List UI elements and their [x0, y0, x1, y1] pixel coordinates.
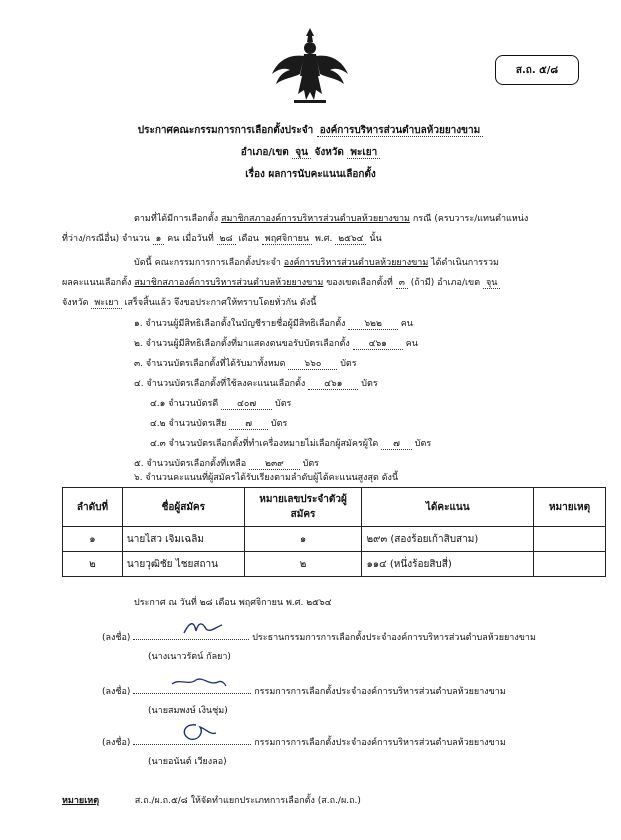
- item-4-2: ๔.๒ จำนวนบัตรเสีย ๗ บัตร: [150, 419, 288, 429]
- table-header-row: [63, 488, 606, 527]
- item-2: ๒. จำนวนผู้มีสิทธิเลือกตั้งที่มาแสดงตนขอรับบัตรเลือกตั้ง ๔๖๑ คน: [134, 339, 418, 349]
- cell-name: นายไสว เจิมเฉลิม: [122, 527, 244, 552]
- announce-date: ประกาศ ณ วันที่ ๒๘ เดือน พฤศจิกายน พ.ศ. ๒๕๖๔: [134, 598, 332, 608]
- signature-line-1: (ลงชื่อ) ประธานกรรมการการเลือกตั้งประจำองค์การบริหารส่วนตำบลห้วยยางขาม: [102, 633, 536, 643]
- cell-rank: ๑: [63, 527, 123, 552]
- handwritten-signature-2: [170, 672, 228, 696]
- footer-text: ส.ถ./ผ.ถ.๕/๘ ให้จัดทำแยกประเภทการเลือกตั้ง (ส.ถ./ผ.ถ.): [134, 796, 361, 806]
- para2-line2: ผลคะแนนเลือกตั้ง สมาชิกสภาองค์การบริหารส่วนตำบลห้วยยางขาม ของเขตเลือกตั้งที่ ๓ (ถ้ามี) อำเภอ/เขต จุน: [62, 277, 500, 289]
- table-row: [63, 527, 606, 552]
- cell-note: [534, 552, 606, 577]
- cell-rank: ๒: [63, 552, 123, 577]
- garuda-emblem: [268, 24, 352, 108]
- handwritten-signature-3: [176, 719, 218, 749]
- item-6: ๖. จำนวนคะแนนที่ผู้สมัครได้รับเรียงตามลำดับผู้ได้คะแนนสูงสุด ดังนี้: [134, 473, 399, 483]
- col-score: ได้คะแนน: [362, 488, 534, 527]
- cell-number: ๑: [244, 527, 362, 552]
- page-title: ประกาศคณะกรรมการการเลือกตั้งประจำ องค์การบริหารส่วนตำบลห้วยยางขาม: [0, 124, 621, 137]
- signature-line-3: (ลงชื่อ) กรรมการการเลือกตั้งประจำองค์การบริหารส่วนตำบลห้วยยางขาม: [102, 738, 506, 748]
- item-4-3: ๔.๓ จำนวนบัตรเลือกตั้งที่ทำเครื่องหมายไม่เลือกผู้สมัครผู้ใด ๗ บัตร: [150, 439, 432, 449]
- title-org: องค์การบริหารส่วนตำบลห้วยยางขาม: [317, 125, 484, 137]
- cell-number: ๒: [244, 552, 362, 577]
- footer-note: [62, 795, 361, 807]
- footer-label: หมายเหตุ: [62, 796, 100, 806]
- cell-name: นายวุฒิชัย ไชยสถาน: [122, 552, 244, 577]
- table-row: [63, 552, 606, 577]
- title-subject: เรื่อง ผลการนับคะแนนเลือกตั้ง: [245, 169, 376, 180]
- col-name: ชื่อผู้สมัคร: [122, 488, 244, 527]
- form-code-badge: [495, 55, 579, 85]
- signatory-name-3: (นายอนันต์ เวียงลอ): [148, 757, 227, 767]
- item-5: ๕. จำนวนบัตรเลือกตั้งที่เหลือ ๒๓๙ บัตร: [134, 459, 320, 469]
- para1-line1: ตามที่ได้มีการเลือกตั้ง สมาชิกสภาองค์การบริหารส่วนตำบลห้วยยางขาม กรณี (ครบวาระ/แทนตำแหน่ง: [134, 214, 529, 224]
- signature-line-2: (ลงชื่อ) กรรมการการเลือกตั้งประจำองค์การบริหารส่วนตำบลห้วยยางขาม: [102, 687, 506, 697]
- title-location: อำเภอ/เขต จุน จังหวัด พะเยา: [0, 146, 621, 159]
- form-code-text: ส.ถ. ๕/๘: [515, 64, 559, 76]
- cell-note: [534, 527, 606, 552]
- col-note: หมายเหตุ: [534, 488, 606, 527]
- signatory-name-1: (นางเนาวรัตน์ กัลยา): [148, 652, 231, 662]
- col-number: หมายเลขประจำตัวผู้สมัคร: [244, 488, 362, 527]
- para2-line1: บัดนี้ คณะกรรมการการเลือกตั้งประจำ องค์การบริหารส่วนตำบลห้วยยางขาม ได้ดำเนินการรวม: [134, 258, 499, 268]
- item-4: ๔. จำนวนบัตรเลือกตั้งที่ใช้ลงคะแนนเลือกตั้ง ๔๖๑ บัตร: [134, 379, 378, 389]
- cell-score: ๒๙๓ (สองร้อยเก้าสิบสาม): [362, 527, 534, 552]
- col-rank: ลำดับที่: [63, 488, 123, 527]
- item-4-1: ๔.๑ จำนวนบัตรดี ๔๐๗ บัตร: [150, 399, 292, 409]
- para1-line2: ที่ว่าง/กรณีอื่น) จำนวน ๑ คน เมื่อวันที่ ๒๘ เดือน พฤศจิกายน พ.ศ. ๒๕๖๔ นั้น: [62, 234, 382, 244]
- item-3: ๓. จำนวนบัตรเลือกตั้งที่ได้รับมาทั้งหมด ๖๖๐ บัตร: [134, 359, 357, 369]
- results-table: [62, 487, 606, 577]
- item-1: ๑. จำนวนผู้มีสิทธิเลือกตั้งในบัญชีรายชื่อผู้มีสิทธิเลือกตั้ง ๖๒๒ คน: [134, 319, 413, 329]
- signatory-name-2: (นายสมพงษ์ เงินชุ่ม): [148, 706, 228, 716]
- cell-score: ๑๑๔ (หนึ่งร้อยสิบสี่): [362, 552, 534, 577]
- para2-line3: จังหวัด พะเยา เสร็จสิ้นแล้ว จึงขอประกาศให้ทราบโดยทั่วกัน ดังนี้: [62, 298, 317, 308]
- handwritten-signature-1: [180, 617, 226, 643]
